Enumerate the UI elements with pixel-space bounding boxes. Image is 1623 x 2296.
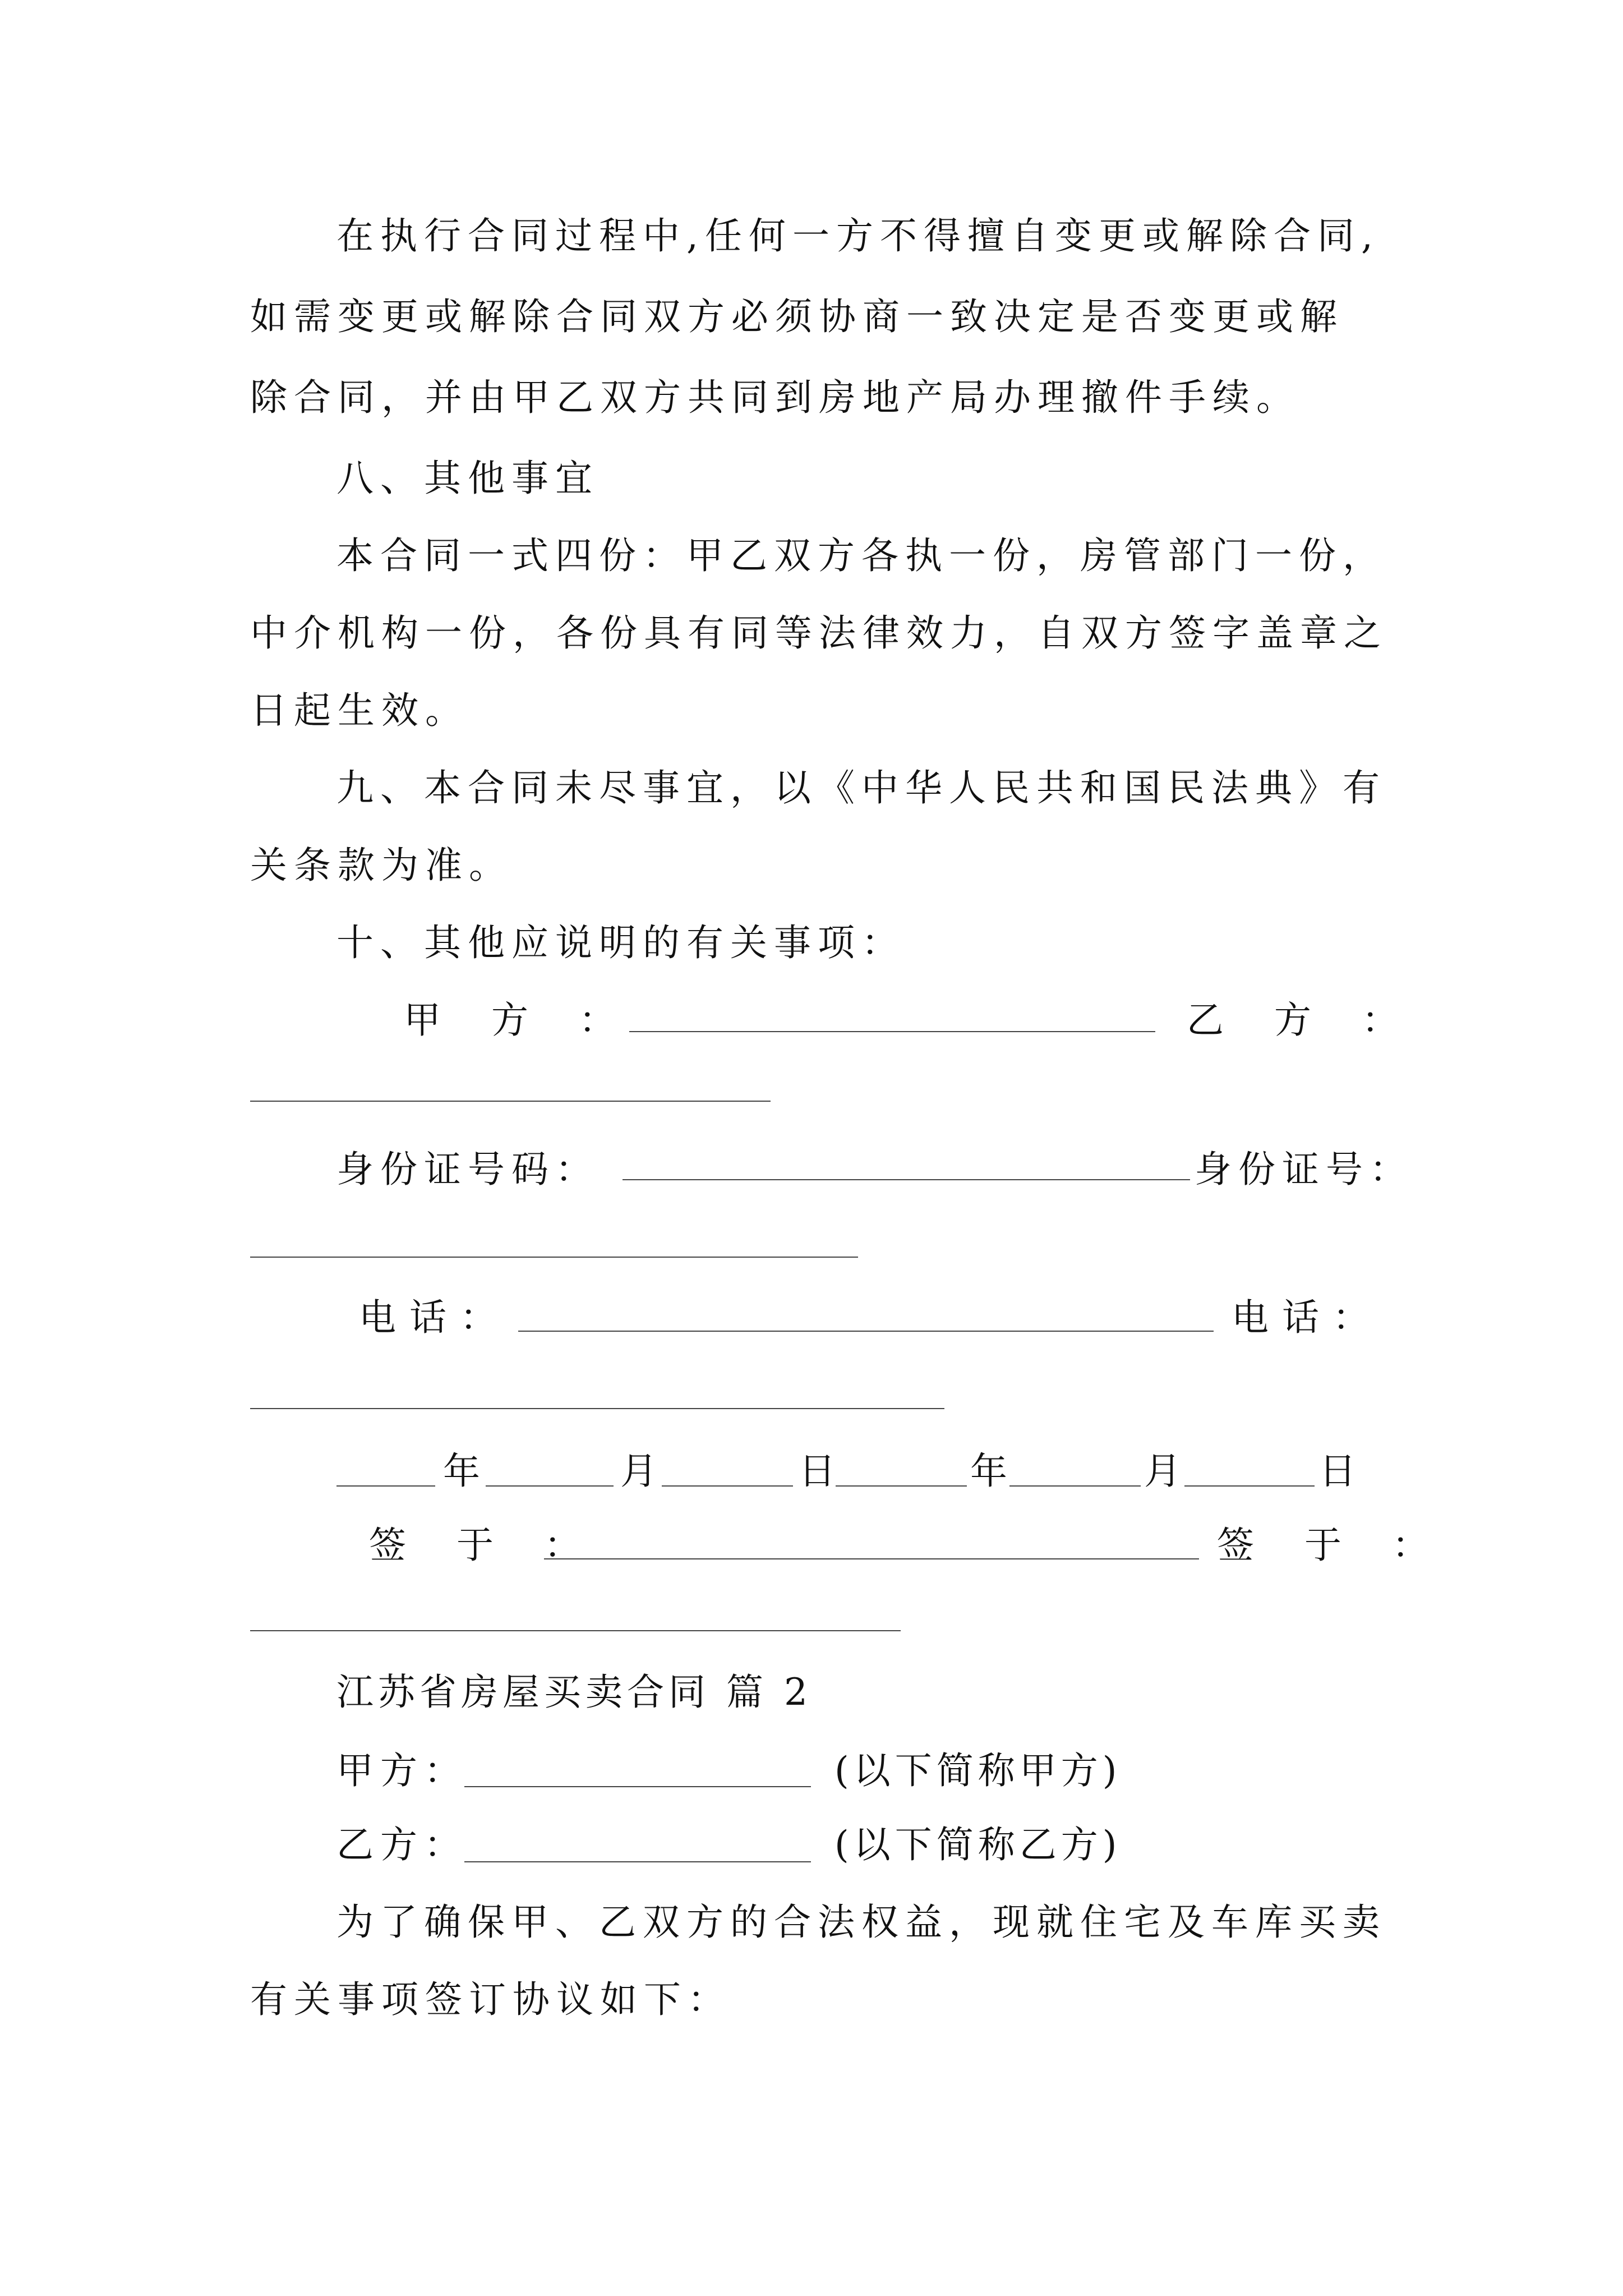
month-a-blank[interactable] bbox=[486, 1485, 614, 1487]
contract2-party-a-note: (以下简称甲方) bbox=[834, 1749, 1122, 1792]
paragraph-line: 为了确保甲、乙双方的合法权益，现就住宅及车库买卖 bbox=[336, 1901, 1386, 1944]
month-b-label: 月 bbox=[1144, 1450, 1181, 1493]
party-a-blank[interactable] bbox=[629, 1031, 1155, 1032]
day-a-label: 日 bbox=[799, 1450, 836, 1493]
paragraph-line: 本合同一式四份：甲乙双方各执一份，房管部门一份， bbox=[336, 534, 1386, 577]
contract2-party-b-blank[interactable] bbox=[464, 1861, 811, 1862]
paragraph-line: 中介机构一份，各份具有同等法律效力，自双方签字盖章之 bbox=[250, 611, 1387, 655]
paragraph-line: 如需变更或解除合同双方必须协商一致决定是否变更或解 bbox=[250, 295, 1344, 338]
day-b-blank[interactable] bbox=[1184, 1485, 1315, 1487]
id-b-blank[interactable] bbox=[250, 1257, 858, 1258]
phone-label-b: 电话： bbox=[1232, 1296, 1383, 1339]
month-b-blank[interactable] bbox=[1009, 1485, 1141, 1487]
contract2-party-b-label: 乙方： bbox=[336, 1823, 468, 1866]
id-label-b: 身份证号： bbox=[1195, 1148, 1413, 1191]
year-b-label: 年 bbox=[970, 1450, 1007, 1493]
party-a-label: 甲 方 ： bbox=[404, 999, 623, 1042]
paragraph-line: 九、本合同未尽事宜，以《中华人民共和国民法典》有 bbox=[336, 766, 1386, 809]
signed-at-a-blank[interactable] bbox=[544, 1558, 1199, 1559]
year-b-blank[interactable] bbox=[836, 1485, 967, 1487]
day-a-blank[interactable] bbox=[662, 1485, 793, 1487]
paragraph-line: 关条款为准。 bbox=[250, 844, 513, 887]
contract2-title: 江苏省房屋买卖合同 篇 2 bbox=[336, 1671, 812, 1714]
contract2-party-b-note: (以下简称乙方) bbox=[834, 1823, 1122, 1866]
paragraph-line: 有关事项签订协议如下： bbox=[250, 1978, 731, 2021]
party-b-blank[interactable] bbox=[250, 1101, 771, 1102]
month-a-label: 月 bbox=[620, 1450, 657, 1493]
signed-at-label-a: 签 于 ： bbox=[369, 1524, 588, 1567]
year-a-blank[interactable] bbox=[336, 1485, 435, 1487]
id-label-a: 身份证号码： bbox=[336, 1148, 599, 1191]
year-a-label: 年 bbox=[443, 1450, 480, 1493]
paragraph-line: 除合同，并由甲乙双方共同到房地产局办理撤件手续。 bbox=[250, 376, 1300, 419]
paragraph-line: 日起生效。 bbox=[250, 689, 469, 732]
day-b-label: 日 bbox=[1319, 1450, 1356, 1493]
phone-a-blank[interactable] bbox=[518, 1331, 1214, 1332]
phone-b-blank[interactable] bbox=[250, 1408, 944, 1409]
id-a-blank[interactable] bbox=[623, 1179, 1190, 1180]
section-heading: 八、其他事宜 bbox=[336, 457, 599, 500]
phone-label-a: 电话： bbox=[359, 1296, 510, 1339]
party-b-label: 乙 方 ： bbox=[1187, 999, 1405, 1042]
paragraph-line: 在执行合同过程中,任何一方不得擅自变更或解除合同, bbox=[336, 214, 1380, 257]
contract2-party-a-label: 甲方： bbox=[336, 1749, 468, 1792]
section-heading: 十、其他应说明的有关事项： bbox=[336, 921, 905, 964]
signed-at-label-b: 签 于 ： bbox=[1217, 1524, 1436, 1567]
signed-at-b-blank[interactable] bbox=[250, 1630, 901, 1631]
contract2-party-a-blank[interactable] bbox=[464, 1786, 811, 1787]
